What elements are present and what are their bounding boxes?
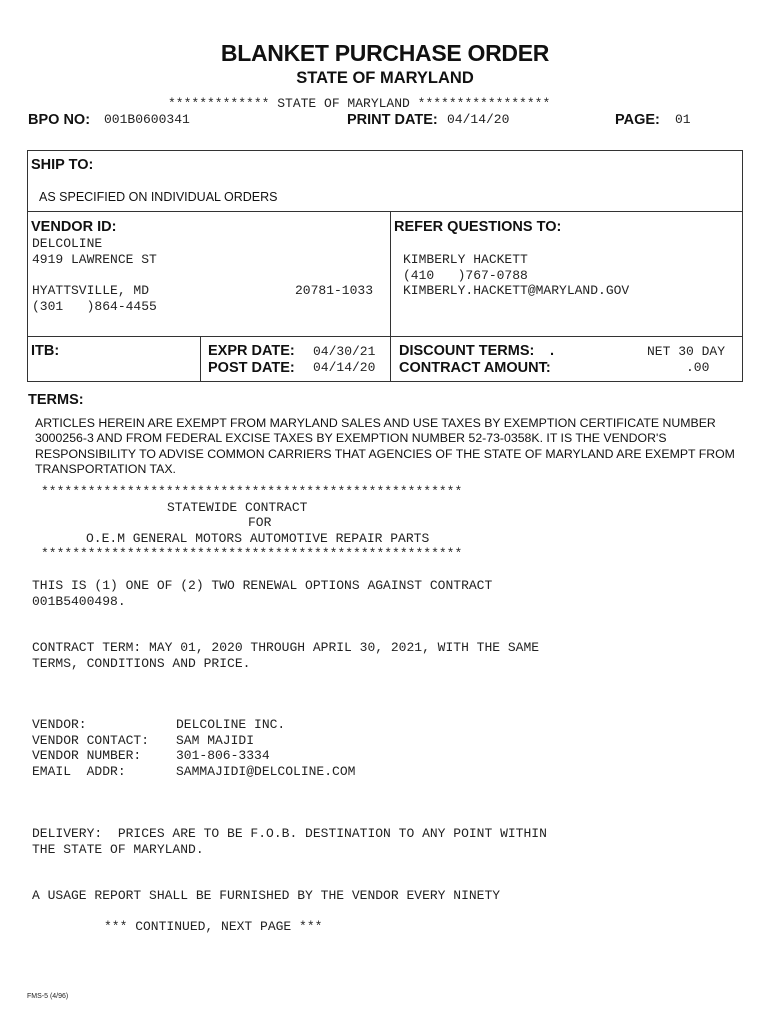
document-subtitle: STATE OF MARYLAND <box>296 69 474 87</box>
contract-line-2: FOR <box>248 515 272 530</box>
contract-line-1: STATEWIDE CONTRACT <box>167 500 308 515</box>
divider-ship-vendor <box>27 211 743 212</box>
print-date-label: PRINT DATE: <box>347 112 438 128</box>
contract-amount-value: .00 <box>686 360 710 375</box>
usage-report-line: A USAGE REPORT SHALL BE FURNISHED BY THE VENDOR EVERY NINETY <box>32 888 501 903</box>
expr-date-value: 04/30/21 <box>313 344 376 359</box>
refer-questions-label: REFER QUESTIONS TO: <box>394 219 562 235</box>
post-date-value: 04/14/20 <box>313 360 376 375</box>
form-id: FMS-5 (4/96) <box>27 993 69 1000</box>
renewal-line-2: 001B5400498. <box>32 594 126 609</box>
divider-vendor-refer <box>390 211 391 382</box>
discount-terms-value: NET 30 DAY <box>647 344 726 359</box>
renewal-line-1: THIS IS (1) ONE OF (2) TWO RENEWAL OPTIONS AGAINST CONTRACT <box>32 578 493 593</box>
vendor-number-value: 301-806-3334 <box>176 748 270 763</box>
itb-label: ITB: <box>31 343 60 359</box>
vendor-city: HYATTSVILLE, MD <box>32 283 150 298</box>
vendor-number-label: VENDOR NUMBER: <box>32 748 142 763</box>
contract-line-3: O.E.M GENERAL MOTORS AUTOMOTIVE REPAIR PARTS <box>86 531 430 546</box>
terms-text: ARTICLES HEREIN ARE EXEMPT FROM MARYLAND SALES AND USE TAXES BY EXEMPTION CERTIFICATE NUMBER 3000256-3 AND FROM FEDERAL EXCISE TAXES BY EXEMPTION NUMBER 52-73-0358K. IT IS THE VENDOR'S RESPONSIBILITY TO ADVISE COMMON CARRIERS THAT AGENCIES OF THE STATE OF MARYLAND ARE EXEMPT FROM TRANSPORTATION TAX. <box>35 416 735 476</box>
refer-phone: (410 )767-0788 <box>403 268 528 283</box>
expr-date-label: EXPR DATE: <box>208 343 295 359</box>
divider-itb-dates <box>200 336 201 382</box>
contract-amount-label: CONTRACT AMOUNT: <box>399 360 551 376</box>
bpo-label: BPO NO: <box>28 112 91 128</box>
print-date-value: 04/14/20 <box>447 112 510 127</box>
stars-top: ****************************************************** <box>41 484 463 499</box>
vendor-row-label: VENDOR: <box>32 717 87 732</box>
contract-term-line-1: CONTRACT TERM: MAY 01, 2020 THROUGH APRIL 30, 2021, WITH THE SAME <box>32 640 540 655</box>
contract-term-line-2: TERMS, CONDITIONS AND PRICE. <box>32 656 251 671</box>
divider-vendor-info <box>27 336 743 337</box>
email-addr-value: SAMMAJIDI@DELCOLINE.COM <box>176 764 356 779</box>
discount-terms-dot: . <box>550 343 555 359</box>
bpo-value: 001B0600341 <box>104 112 190 127</box>
page-value: 01 <box>675 112 691 127</box>
vendor-street: 4919 LAWRENCE ST <box>32 252 157 267</box>
vendor-row-value: DELCOLINE INC. <box>176 717 286 732</box>
document-title: BLANKET PURCHASE ORDER <box>220 40 550 66</box>
vendor-contact-label: VENDOR CONTACT: <box>32 733 150 748</box>
refer-name: KIMBERLY HACKETT <box>403 252 528 267</box>
vendor-contact-value: SAM MAJIDI <box>176 733 255 748</box>
ship-to-text: AS SPECIFIED ON INDIVIDUAL ORDERS <box>39 190 278 204</box>
continued-notice: *** CONTINUED, NEXT PAGE *** <box>104 919 323 934</box>
delivery-line-2: THE STATE OF MARYLAND. <box>32 842 204 857</box>
refer-email: KIMBERLY.HACKETT@MARYLAND.GOV <box>403 283 630 298</box>
stars-bottom: ****************************************************** <box>41 546 463 561</box>
ship-to-label: SHIP TO: <box>31 157 94 173</box>
email-addr-label: EMAIL ADDR: <box>32 764 126 779</box>
discount-terms-label: DISCOUNT TERMS: <box>399 343 535 359</box>
delivery-line-1: DELIVERY: PRICES ARE TO BE F.O.B. DESTINATION TO ANY POINT WITHIN <box>32 826 547 841</box>
terms-label: TERMS: <box>28 392 84 408</box>
page-label: PAGE: <box>615 112 660 128</box>
post-date-label: POST DATE: <box>208 360 295 376</box>
header-banner: ************* STATE OF MARYLAND ***************** <box>168 96 551 111</box>
vendor-id-label: VENDOR ID: <box>31 219 117 235</box>
vendor-phone: (301 )864-4455 <box>32 299 157 314</box>
vendor-name: DELCOLINE <box>32 236 103 251</box>
vendor-zip: 20781-1033 <box>295 283 374 298</box>
